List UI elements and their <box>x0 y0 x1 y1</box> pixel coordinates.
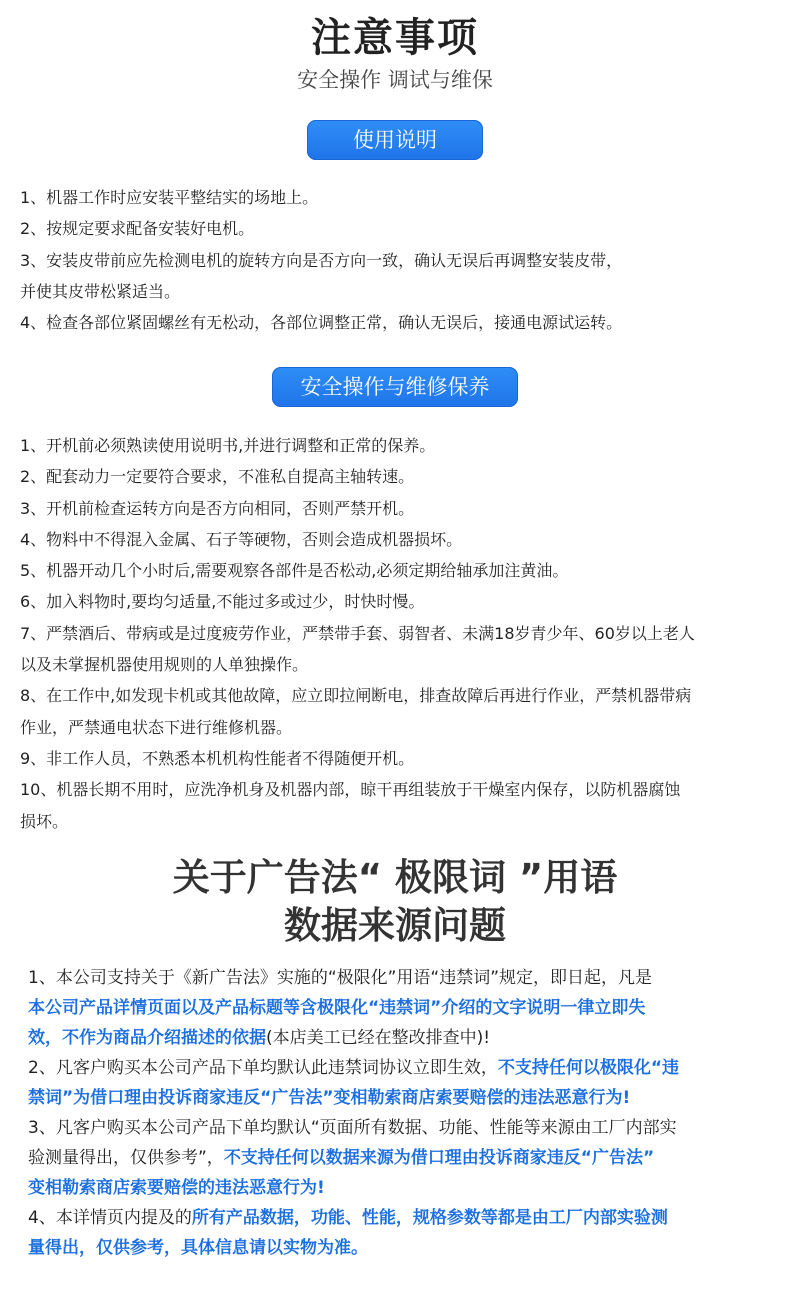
notice-highlight: 效，不作为商品介绍描述的依据 <box>28 1028 266 1048</box>
notice-highlight: 所有产品数据，功能、性能，规格参数等都是由工厂内部实验测 <box>191 1208 668 1228</box>
safety-maintenance-list <box>20 430 780 837</box>
notice-line <box>28 1173 778 1203</box>
list-item: 7、严禁酒后、带病或是过度疲劳作业，严禁带手套、弱智者、未满18岁青少年、60岁以上老人 <box>20 623 695 643</box>
notice-highlight: 禁词”为借口理由投诉商家违反“广告法”变相勒索商店索要赔偿的违法恶意行为! <box>28 1088 631 1108</box>
notice-highlight: 本公司产品详情页面以及产品标题等含极限化“违禁词”介绍的文字说明一律立即失 <box>28 998 646 1018</box>
list-item: 1、开机前必须熟读使用说明书,并进行调整和正常的保养。 <box>20 436 436 455</box>
list-item: 作业，严禁通电状态下进行维修机器。 <box>20 717 293 737</box>
notice-text: 2、凡客户购买本公司产品下单均默认此违禁词协议立即生效， <box>28 1058 498 1078</box>
usage-instructions-badge: 使用说明 <box>307 120 483 160</box>
notice-line <box>28 963 778 993</box>
list-item: 1、机器工作时应安装平整结实的场地上。 <box>20 188 319 207</box>
notice-line <box>28 1233 778 1263</box>
notice-line <box>28 1023 778 1053</box>
notice-line <box>28 1203 778 1233</box>
data-source-title: 数据来源问题 <box>284 904 506 947</box>
notice-line <box>28 1113 778 1143</box>
list-item: 损坏。 <box>20 811 69 831</box>
notice-line <box>28 1053 778 1083</box>
notice-highlight: 量得出，仅供参考，具体信息请以实物为准。 <box>28 1238 368 1258</box>
notice-text: 3、凡客户购买本公司产品下单均默认“页面所有数据、功能、性能等来源由工厂内部实 <box>28 1118 677 1138</box>
ad-law-notice <box>28 963 778 1263</box>
list-item: 4、检查各部位紧固螺丝有无松动，各部位调整正常，确认无误后，接通电源试运转。 <box>20 313 623 333</box>
notice-line <box>28 1083 778 1113</box>
list-item: 6、加入料物时,要均匀适量,不能过多或过少，时快时慢。 <box>20 592 425 612</box>
list-item: 8、在工作中,如发现卡机或其他故障，应立即拉闸断电，排查故障后再进行作业，严禁机器带病 <box>20 686 692 706</box>
notice-highlight: 不支持任何以极限化“违 <box>497 1058 680 1078</box>
usage-instructions-list <box>20 182 780 338</box>
page-title: 注意事项 <box>311 15 479 61</box>
notice-highlight: 不支持任何以数据来源为借口理由投诉商家违反“广告法” <box>223 1148 655 1168</box>
list-item: 2、按规定要求配备安装好电机。 <box>20 219 255 239</box>
notice-highlight: 变相勒索商店索要赔偿的违法恶意行为! <box>28 1178 325 1198</box>
list-item: 以及未掌握机器使用规则的人单独操作。 <box>20 655 309 675</box>
safety-maintenance-badge: 安全操作与维修保养 <box>272 367 518 407</box>
list-item: 4、物料中不得混入金属、石子等硬物，否则会造成机器损坏。 <box>20 529 463 549</box>
notice-text: 4、本详情页内提及的 <box>28 1208 192 1228</box>
ad-law-title: 关于广告法“ 极限词 ”用语 <box>172 856 618 899</box>
list-item: 9、非工作人员，不熟悉本机机构性能者不得随便开机。 <box>20 748 415 768</box>
notice-text-tail: (本店美工已经在整改排查中)! <box>266 1028 491 1048</box>
list-item: 3、开机前检查运转方向是否方向相同，否则严禁开机。 <box>20 498 415 518</box>
list-item: 3、安装皮带前应先检测电机的旋转方向是否方向一致，确认无误后再调整安装皮带， <box>20 250 623 270</box>
notice-line <box>28 993 778 1023</box>
notice-text: 1、本公司支持关于《新广告法》实施的“极限化”用语“违禁词”规定，即日起，凡是 <box>28 968 653 988</box>
page-subtitle: 安全操作 调试与维保 <box>297 68 493 92</box>
list-item: 5、机器开动几个小时后,需要观察各部件是否松动,必须定期给轴承加注黄油。 <box>20 561 569 581</box>
notice-line <box>28 1143 778 1173</box>
notice-text: 验测量得出，仅供参考”， <box>28 1148 224 1168</box>
list-item: 并使其皮带松紧适当。 <box>20 281 181 301</box>
list-item: 10、机器长期不用时，应洗净机身及机器内部，晾干再组装放于干燥室内保存，以防机器腐蚀 <box>20 780 681 800</box>
list-item: 2、配套动力一定要符合要求，不准私自提高主轴转速。 <box>20 467 415 487</box>
